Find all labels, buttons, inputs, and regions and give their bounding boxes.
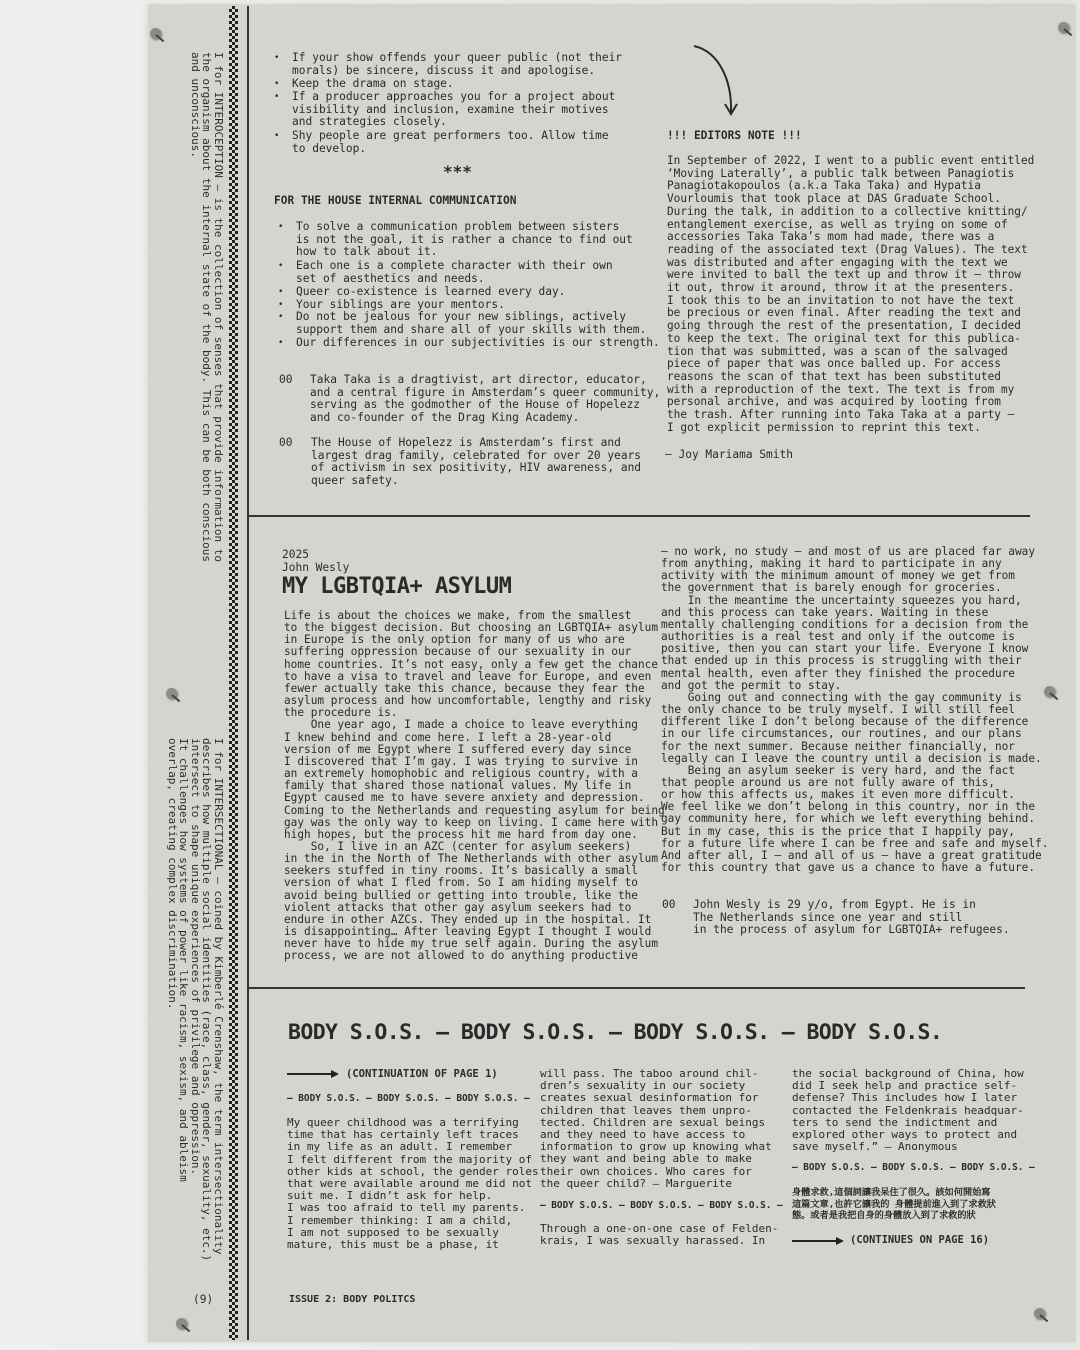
bullet-item (274, 51, 623, 77)
bullet-item (274, 77, 454, 91)
editors-note-signature: — Joy Mariama Smith (665, 448, 793, 461)
pushpin (176, 1318, 187, 1329)
bullet-text: Shy people are great performers too. Allow time to develop. (292, 129, 609, 155)
article-title: MY LGBTQIA+ ASYLUM (282, 574, 512, 599)
bullet-item (278, 336, 660, 350)
bullet-icon: • (274, 92, 280, 102)
bullet-item (278, 259, 613, 285)
bullet-item (274, 90, 616, 129)
page-number: (9) (193, 1293, 214, 1306)
bullet-text: Do not be jealous for your new siblings, actively support them and share all of your skills with them. (296, 310, 647, 336)
bullet-icon: • (278, 261, 284, 271)
section-divider (249, 515, 1030, 517)
bullet-item (274, 129, 609, 155)
bullet-icon: • (278, 222, 284, 232)
bullet-icon: • (278, 287, 284, 297)
arrow-right-icon (287, 1068, 341, 1080)
bullet-text: Your siblings are your mentors. (296, 298, 505, 311)
glossary-intersectional: I for INTERSECTIONAL — coined by Kimberlé Crenshaw, the term intersectionality describes how multiple social identities (race, class, gender, sexuality, etc.) intersect to shape unique experiences of privilege and oppression. It challenges how systems of power like racism, sexism, and ableism overlap, creating complex discrimination. (166, 738, 225, 1262)
bullet-text: Keep the drama on stage. (292, 77, 454, 90)
checkered-border (229, 6, 238, 1340)
bullet-text: Each one is a complete character with their own set of aesthetics and needs. (296, 259, 613, 285)
pushpin (166, 688, 177, 699)
bio-marker: 00 (662, 898, 676, 911)
pushpin (1058, 22, 1069, 33)
footnote-taka-taka: Taka Taka is a dragtivist, art director, educator, and a central figure in Amsterdam’s queer community, serving as the godmother of the House of Hopelezz and co-founder of the Drag King Academy. (310, 373, 661, 425)
body-sos-column-2: will pass. The taboo around chil- dren’s sexuality in our society creates sexual desinformation for children that leaves them unpro- tected. Children are sexual beings and they need to have access to information to grow up knowing what they want and being able to make their own choices. Who cares for the queer child? — Marguerite (540, 1067, 772, 1190)
footnote-marker: 00 (279, 373, 293, 386)
footnote-marker: 00 (279, 436, 293, 449)
body-sos-repeat: — BODY S.O.S. — BODY S.O.S. — BODY S.O.S. — (540, 1200, 783, 1211)
section-stars: *** (443, 162, 472, 181)
bullet-icon: • (274, 53, 280, 63)
body-sos-repeat: — BODY S.O.S. — BODY S.O.S. — BODY S.O.S. — (287, 1093, 530, 1104)
pushpin (150, 28, 161, 39)
body-sos-column-3: the social background of China, how did I seek help and practice self- defense? This includes how I later contacted the Feldenkrais headquar- ters to send the indictment and explored other ways to protect and save myself.” — Anonymous (792, 1067, 1024, 1154)
article-column-1: Life is about the choices we make, from the smallest to the biggest decision. But choosing an LGBTQIA+ asylum in Europe is the only option for many of us who are suffering oppression because of our sexuality in our home countries. It’s not easy, only a few get the chance to have a visa to travel and leave for Europe, and even fewer actually take this chance, because they fear the asylum process and how uncomfortable, lengthy and risky the procedure is. One year ago, I made a choice to leave everything I knew behind and come here. I left a 28-year-old version of me Egypt where I suffered every day since I discovered that I’m gay. I was trying to survive in an extremely homophobic and religious country, with a family that shared those national values. My life in Egypt caused me to have severe anxiety and depression. Coming to the Netherlands and requesting asylum for being gay was the only way to keep on living. I came here with high hopes, but the process hit me hard from day one. So, I live in an AZC (center for asylum seekers) in the in the North of The Netherlands with other asylum seekers stuffed in tiny rooms. It’s basically a small version of what I fled from. So I am hiding myself to avoid being bullied or getting into trouble, like the violent attacks that other gay asylum seekers had to endure in other AZCs. They ended up in the hospital. It is disappointing… After leaving Egypt I thought I would never have to hide my true self again. During the asylum process, we are not allowed to do anything productive (284, 609, 665, 963)
bullet-icon: • (278, 312, 284, 322)
body-sos-column-1: My queer childhood was a terrifying time that has certainly left traces in my life as an adult. I remember I felt different from the majority of other kids at school, the gender roles that were available around me did not suit me. I didn’t ask for help. I was too afraid to tell my parents. I remember thinking: I am a child, I am not supposed to be sexually mature, this must be a phase, it (287, 1116, 539, 1252)
glossary-interoception: I for INTEROCEPTION — is the collection of senses that provide information to the organism about the internal state of the body. This can be both conscious and unconscious. (189, 52, 225, 562)
arrow-right-icon (792, 1235, 846, 1247)
bullet-text: Queer co-existence is learned every day. (296, 285, 566, 298)
footnote-house-of-hopelezz: The House of Hopelezz is Amsterdam’s first and largest drag family, celebrated for over 20 years of activism in sex positivity, HIV awareness, and queer safety. (311, 436, 642, 488)
article-year: 2025 (282, 548, 309, 561)
chinese-text: 身體求救,這個詞讓我呆住了很久。該如何開始寫 這篇文章,也許它讓我的 身體提前進入到了求救狀 態。或者是我把自身的身體放入到了求救的狀 (792, 1187, 996, 1221)
bullet-icon: • (278, 338, 284, 348)
editors-note-body: In September of 2022, I went to a public event entitled ‘Moving Laterally’, a public talk between Panagiotis Panagiotakopoulos (a.k.a Taka Taka) and Hypatia Vourloumis that took place at DAS Graduate School. During the talk, in addition to a collective knitting/ entanglement exercise, as well as trying on some of accessories Taka Taka’s mom had made, there was a reading of the associated text (Drag Values). The text was distributed and after engaging with the text we were invited to ball the text up and throw it — throw it out, throw it around, throw it at the presenters. I took this to be an invitation to not have the text be precious or even final. After reading the text and going through the rest of the presentation, I decided to keep the text. The original text for this publica- tion that was submitted, was a scan of the salvaged piece of paper that was once balled up. For access reasons the scan of that text has been substituted with a reproduction of the text. The text is from my personal archive, and was acquired by looting from the trash. After running into Taka Taka at a party — I got explicit permission to reprint this text. (667, 154, 1035, 434)
author-bio: John Wesly is 29 y/o, from Egypt. He is in The Netherlands since one year and still in the process of asylum for LGBTQIA+ refugees. (693, 898, 1010, 937)
bullet-text: If your show offends your queer public (not their morals) be sincere, discuss it and apologise. (292, 51, 623, 77)
column-rule (247, 6, 249, 1340)
continues-label: (CONTINUES ON PAGE 16) (850, 1234, 990, 1246)
curved-arrow-icon (690, 42, 750, 122)
pushpin (1034, 1308, 1045, 1319)
article-column-2: — no work, no study — and most of us are placed far away from anything, making it hard to participate in any activity with the minimum amount of money we get from the government that is barely enough for groceries. In the meantime the uncertainty squeezes you hard, and this process can take years. Waiting in these mentally challenging conditions for a decision from the authorities is a real test and only if the outcome is positive, then you can start your life. Everyone I know that ended up in this process is struggling with their mental health, even after they finished the procedure and got the permit to stay. Going out and connecting with the gay community is the only chance to be truly myself. I will still feel different like I don’t belong because of the difference in our life circumstances, our routines, and our plans for the next summer. Because neither financially, nor legally can I leave the country until a decision is made. Being an asylum seeker is very hard, and the fact that people around us are not fully aware of this, or how this affects us, makes it even more difficult. We feel like we don’t belong in this country, nor in the gay community here, for which we left everything behind. But in my case, this is the price that I happily pay, for a future life where I can be free and safe and myself. And after all, I — and all of us — have a great gratitude for this country that gave us a chance to have a future. (661, 545, 1049, 875)
body-sos-repeat: — BODY S.O.S. — BODY S.O.S. — BODY S.O.S. — (792, 1162, 1035, 1173)
issue-footer: ISSUE 2: BODY POLITCS (289, 1294, 416, 1305)
bullet-text: To solve a communication problem between sisters is not the goal, it is rather a chance to find out how to talk about it. (296, 220, 633, 259)
article-author: John Wesly (282, 561, 350, 574)
bullet-icon: • (274, 131, 280, 141)
body-sos-banner: BODY S.O.S. — BODY S.O.S. — BODY S.O.S. — BODY S.O.S. (288, 1020, 943, 1045)
bullet-item (278, 220, 633, 259)
bullet-item (278, 285, 566, 299)
bullet-text: Our differences in our subjectivities is our strength. (296, 336, 660, 349)
bullet-icon: • (278, 300, 284, 310)
house-communication-heading: FOR THE HOUSE INTERNAL COMMUNICATION (274, 194, 517, 207)
editors-note-title: !!! EDITORS NOTE !!! (667, 129, 802, 142)
bullet-text: If a producer approaches you for a project about visibility and inclusion, examine their motives and strategies closely. (292, 90, 616, 129)
bullet-icon: • (274, 79, 280, 89)
bullet-item (278, 310, 647, 336)
continuation-label: (CONTINUATION OF PAGE 1) (346, 1068, 498, 1080)
body-sos-column-2-continued: Through a one-on-one case of Felden- krais, I was sexually harassed. In (540, 1222, 779, 1248)
section-divider (249, 987, 1025, 989)
